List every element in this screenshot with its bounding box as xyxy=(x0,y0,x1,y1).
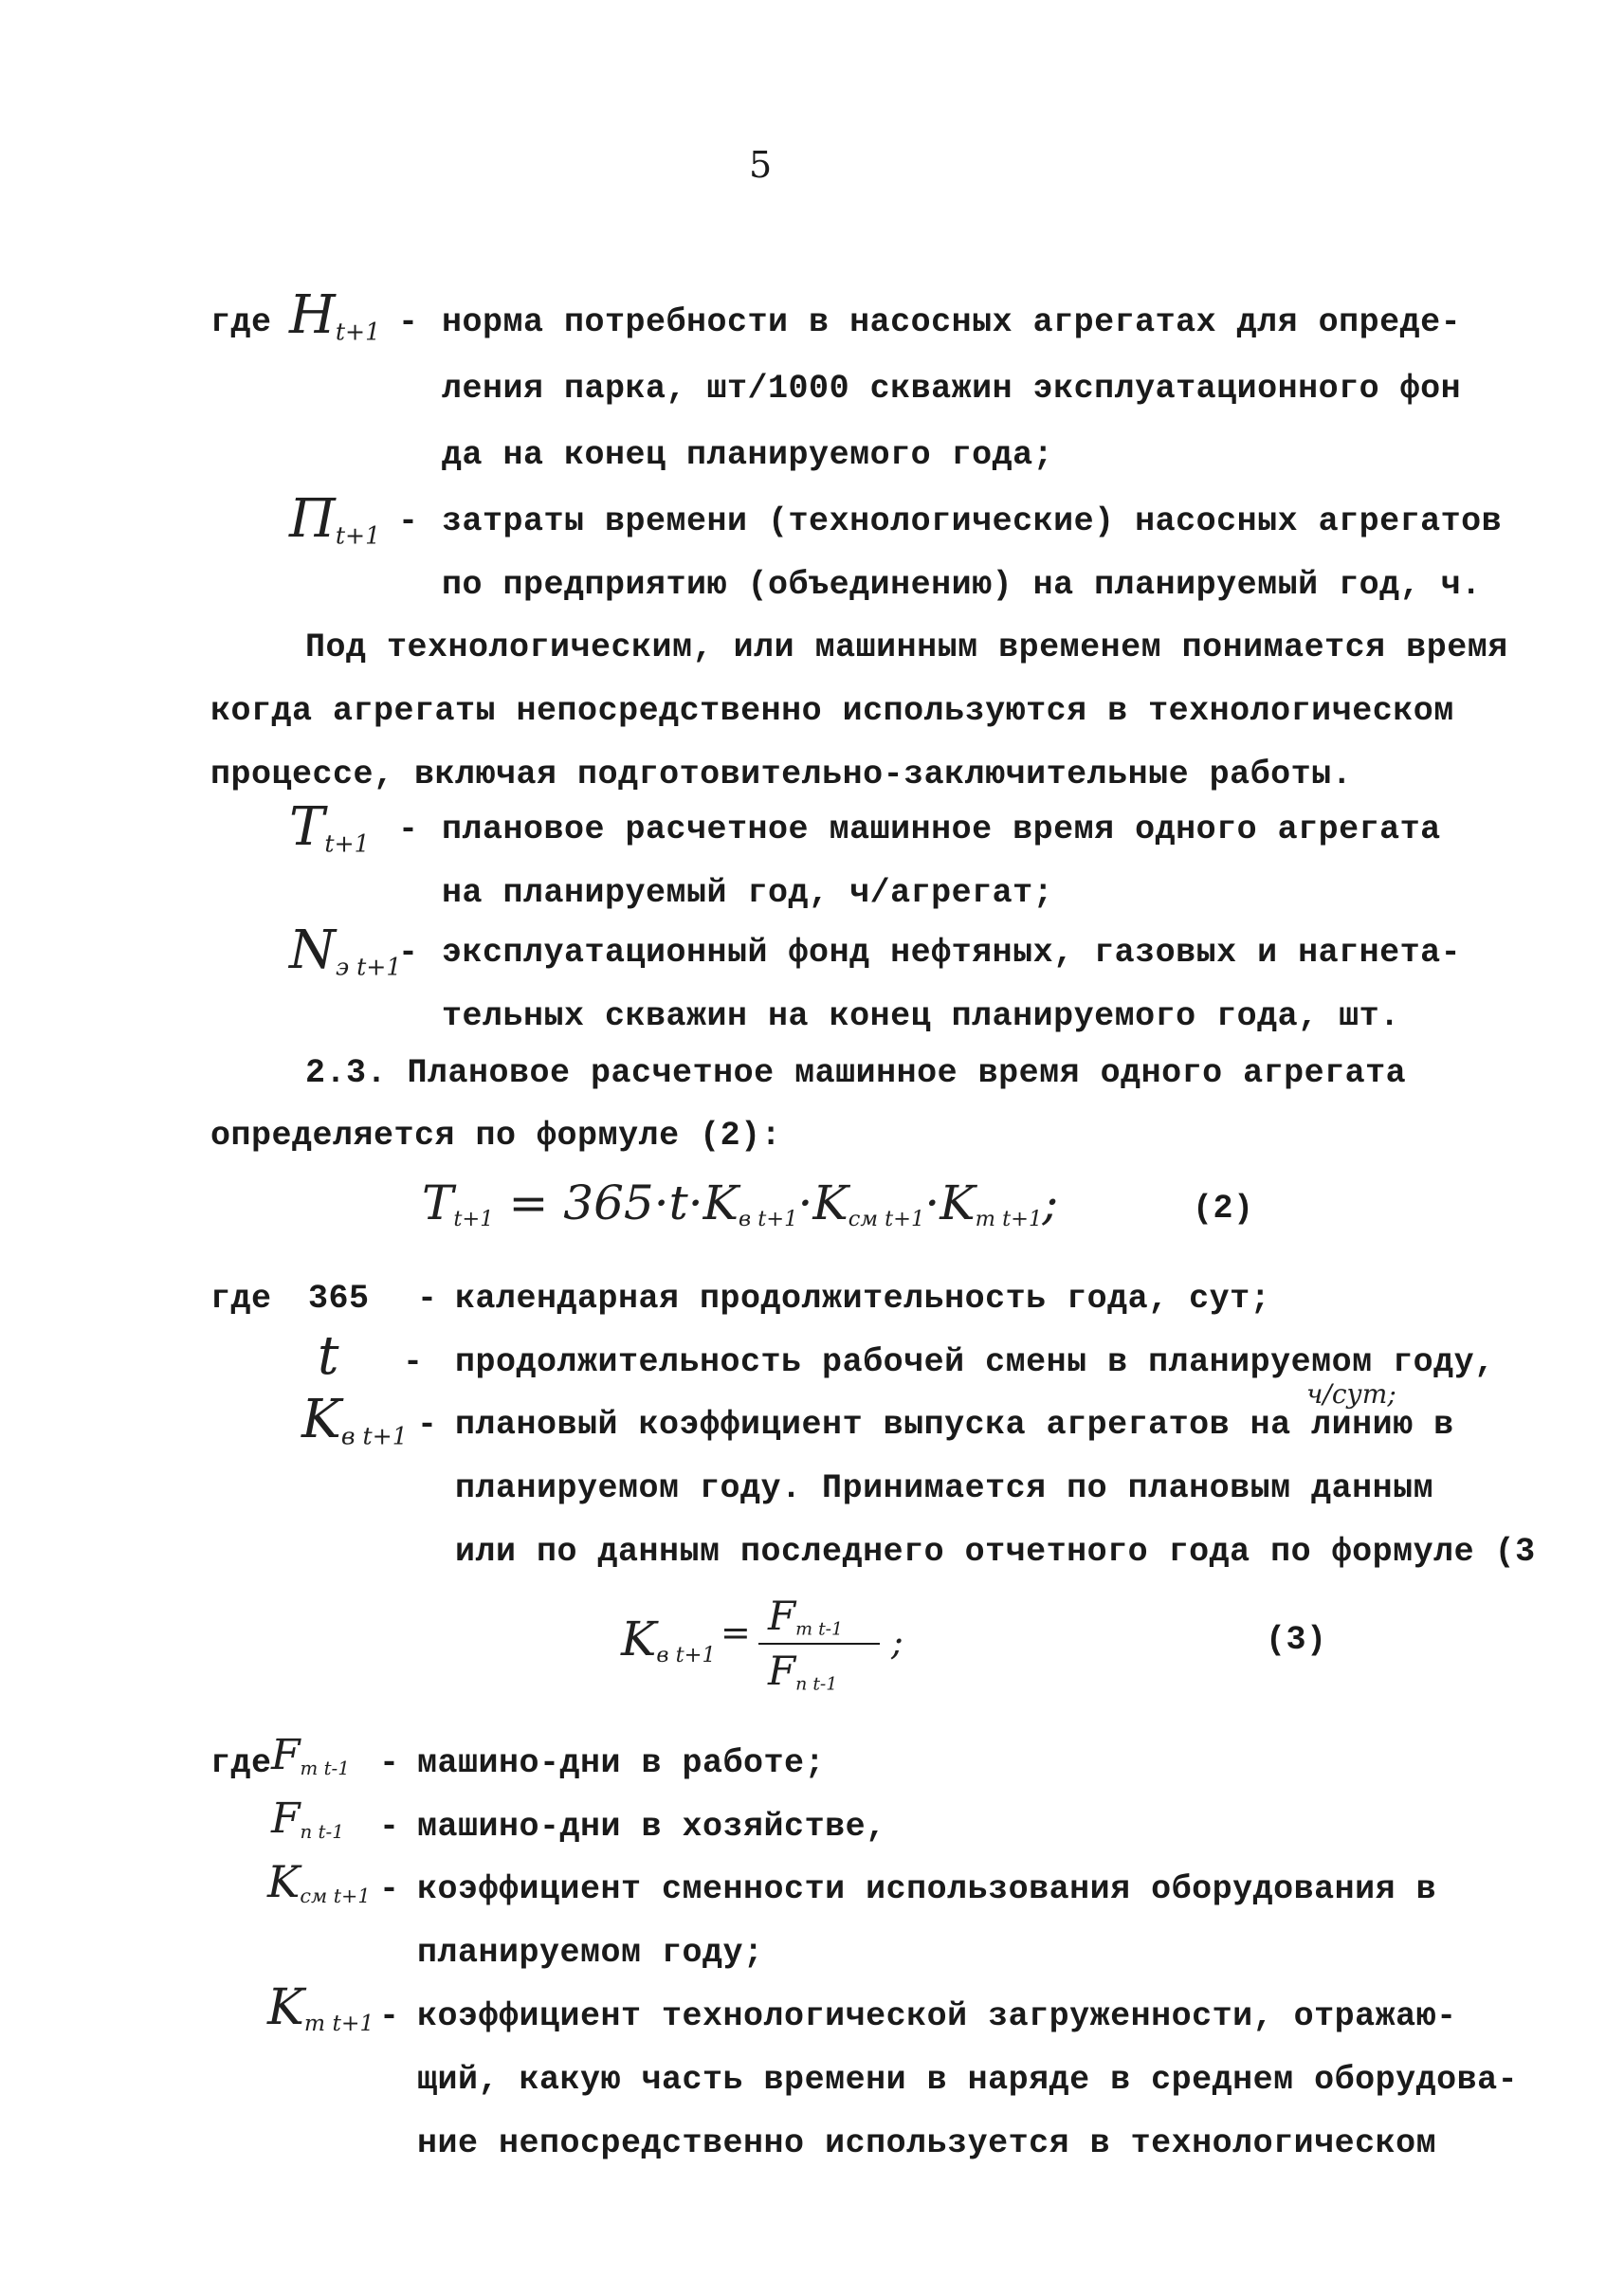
where-label: где xyxy=(210,303,272,341)
paragraph-line: Под технологическим, или машинным временем понимается время xyxy=(305,628,1508,666)
def-line: плановый коэффициент выпуска агрегатов на линию в xyxy=(455,1406,1454,1444)
paragraph-line: когда агрегаты непосредственно используются в технологическом xyxy=(210,692,1454,730)
def-line: ления парка, шт/1000 скважин эксплуатационного фон xyxy=(442,370,1462,408)
def-dash: - xyxy=(417,1406,438,1444)
def-dash: - xyxy=(403,1343,424,1381)
formula-3-end: ; xyxy=(891,1621,903,1663)
def-line: машино-дни в хозяйстве, xyxy=(417,1808,886,1846)
formula-3-numerator: $F_{m t-1}$ xyxy=(768,1593,844,1640)
def-line: эксплуатационный фонд нефтяных, газовых и нагнета- xyxy=(442,934,1462,972)
def-line: планируемом году. Принимается по плановым данным xyxy=(455,1469,1434,1507)
def-line: ние непосредственно используется в технологическом xyxy=(417,2124,1437,2162)
formula-3-lhs: $K_{в t+1}$ xyxy=(621,1612,716,1667)
symbol-N: $N_{э t+1}$ xyxy=(289,920,402,981)
def-line: коэффициент технологической загруженности, отражаю- xyxy=(417,1997,1457,2035)
def-line: тельных скважин на конец планируемого года, шт. xyxy=(442,997,1400,1035)
def-line: продолжительность рабочей смены в планируемом году, xyxy=(455,1343,1495,1381)
def-dash: - xyxy=(379,1744,400,1782)
fraction-bar xyxy=(758,1643,880,1645)
def-line: календарная продолжительность года, сут; xyxy=(455,1280,1271,1318)
def-dash: - xyxy=(398,303,419,341)
def-dash: - xyxy=(379,1870,400,1908)
def-line: плановое расчетное машинное время одного агрегата xyxy=(442,811,1441,848)
def-line: коэффициент сменности использования оборудования в xyxy=(417,1870,1437,1908)
formula-number: (3) xyxy=(1266,1621,1327,1659)
def-line: планируемом году; xyxy=(417,1934,764,1972)
def-dash: - xyxy=(398,934,419,972)
def-dash: - xyxy=(417,1280,438,1318)
formula-number: (2) xyxy=(1193,1190,1254,1228)
formula-3-equals: = xyxy=(721,1612,751,1653)
def-line: затраты времени (технологические) насосных агрегатов xyxy=(442,502,1503,540)
symbol-H: $H_{t+1}$ xyxy=(289,284,381,346)
section-paragraph: определяется по формуле (2): xyxy=(210,1117,782,1155)
formula-2: $T_{t+1} = 365\cdot t\cdot K_{в t+1}\cdot K_{см t+1}\cdot K_{т t+1}$; xyxy=(422,1175,1059,1231)
symbol-Kv: $K_{в t+1}$ xyxy=(301,1389,408,1450)
symbol-Fm: $F_{m t-1}$ xyxy=(271,1731,350,1779)
def-line: или по данным последнего отчетного года по формуле (3 xyxy=(455,1533,1536,1571)
def-dash: - xyxy=(379,1997,400,2035)
def-line: машино-дни в работе; xyxy=(417,1744,826,1782)
where-label: где xyxy=(210,1744,272,1782)
def-dash: - xyxy=(379,1808,400,1846)
def-line: по предприятию (объединению) на планируемый год, ч. xyxy=(442,566,1482,604)
def-dash: - xyxy=(398,502,419,540)
symbol-T: $T_{t+1}$ xyxy=(289,796,370,858)
unit-note: ч/сут; xyxy=(1306,1378,1396,1410)
symbol-Kt: $K_{т t+1}$ xyxy=(267,1979,374,2037)
def-line: да на конец планируемого года; xyxy=(442,436,1054,474)
def-line: щий, какую часть времени в наряде в среднем оборудова- xyxy=(417,2061,1519,2099)
paragraph-line: процессе, включая подготовительно-заключительные работы. xyxy=(210,756,1353,793)
section-paragraph: 2.3. Плановое расчетное машинное время одного агрегата xyxy=(305,1054,1407,1092)
symbol-P: $П_{t+1}$ xyxy=(289,488,381,550)
where-label: где xyxy=(210,1280,272,1318)
number-365: 365 xyxy=(308,1280,370,1318)
symbol-Ksm: $K_{см t+1}$ xyxy=(267,1856,371,1908)
def-line: норма потребности в насосных агрегатах для опреде- xyxy=(442,303,1462,341)
symbol-Fn: $F_{n t-1}$ xyxy=(271,1794,344,1843)
symbol-t: t xyxy=(318,1325,339,1387)
def-dash: - xyxy=(398,811,419,848)
def-line: на планируемый год, ч/агрегат; xyxy=(442,874,1054,912)
page-number: 5 xyxy=(749,144,773,186)
formula-3-denominator: $F_{n t-1}$ xyxy=(768,1648,838,1695)
